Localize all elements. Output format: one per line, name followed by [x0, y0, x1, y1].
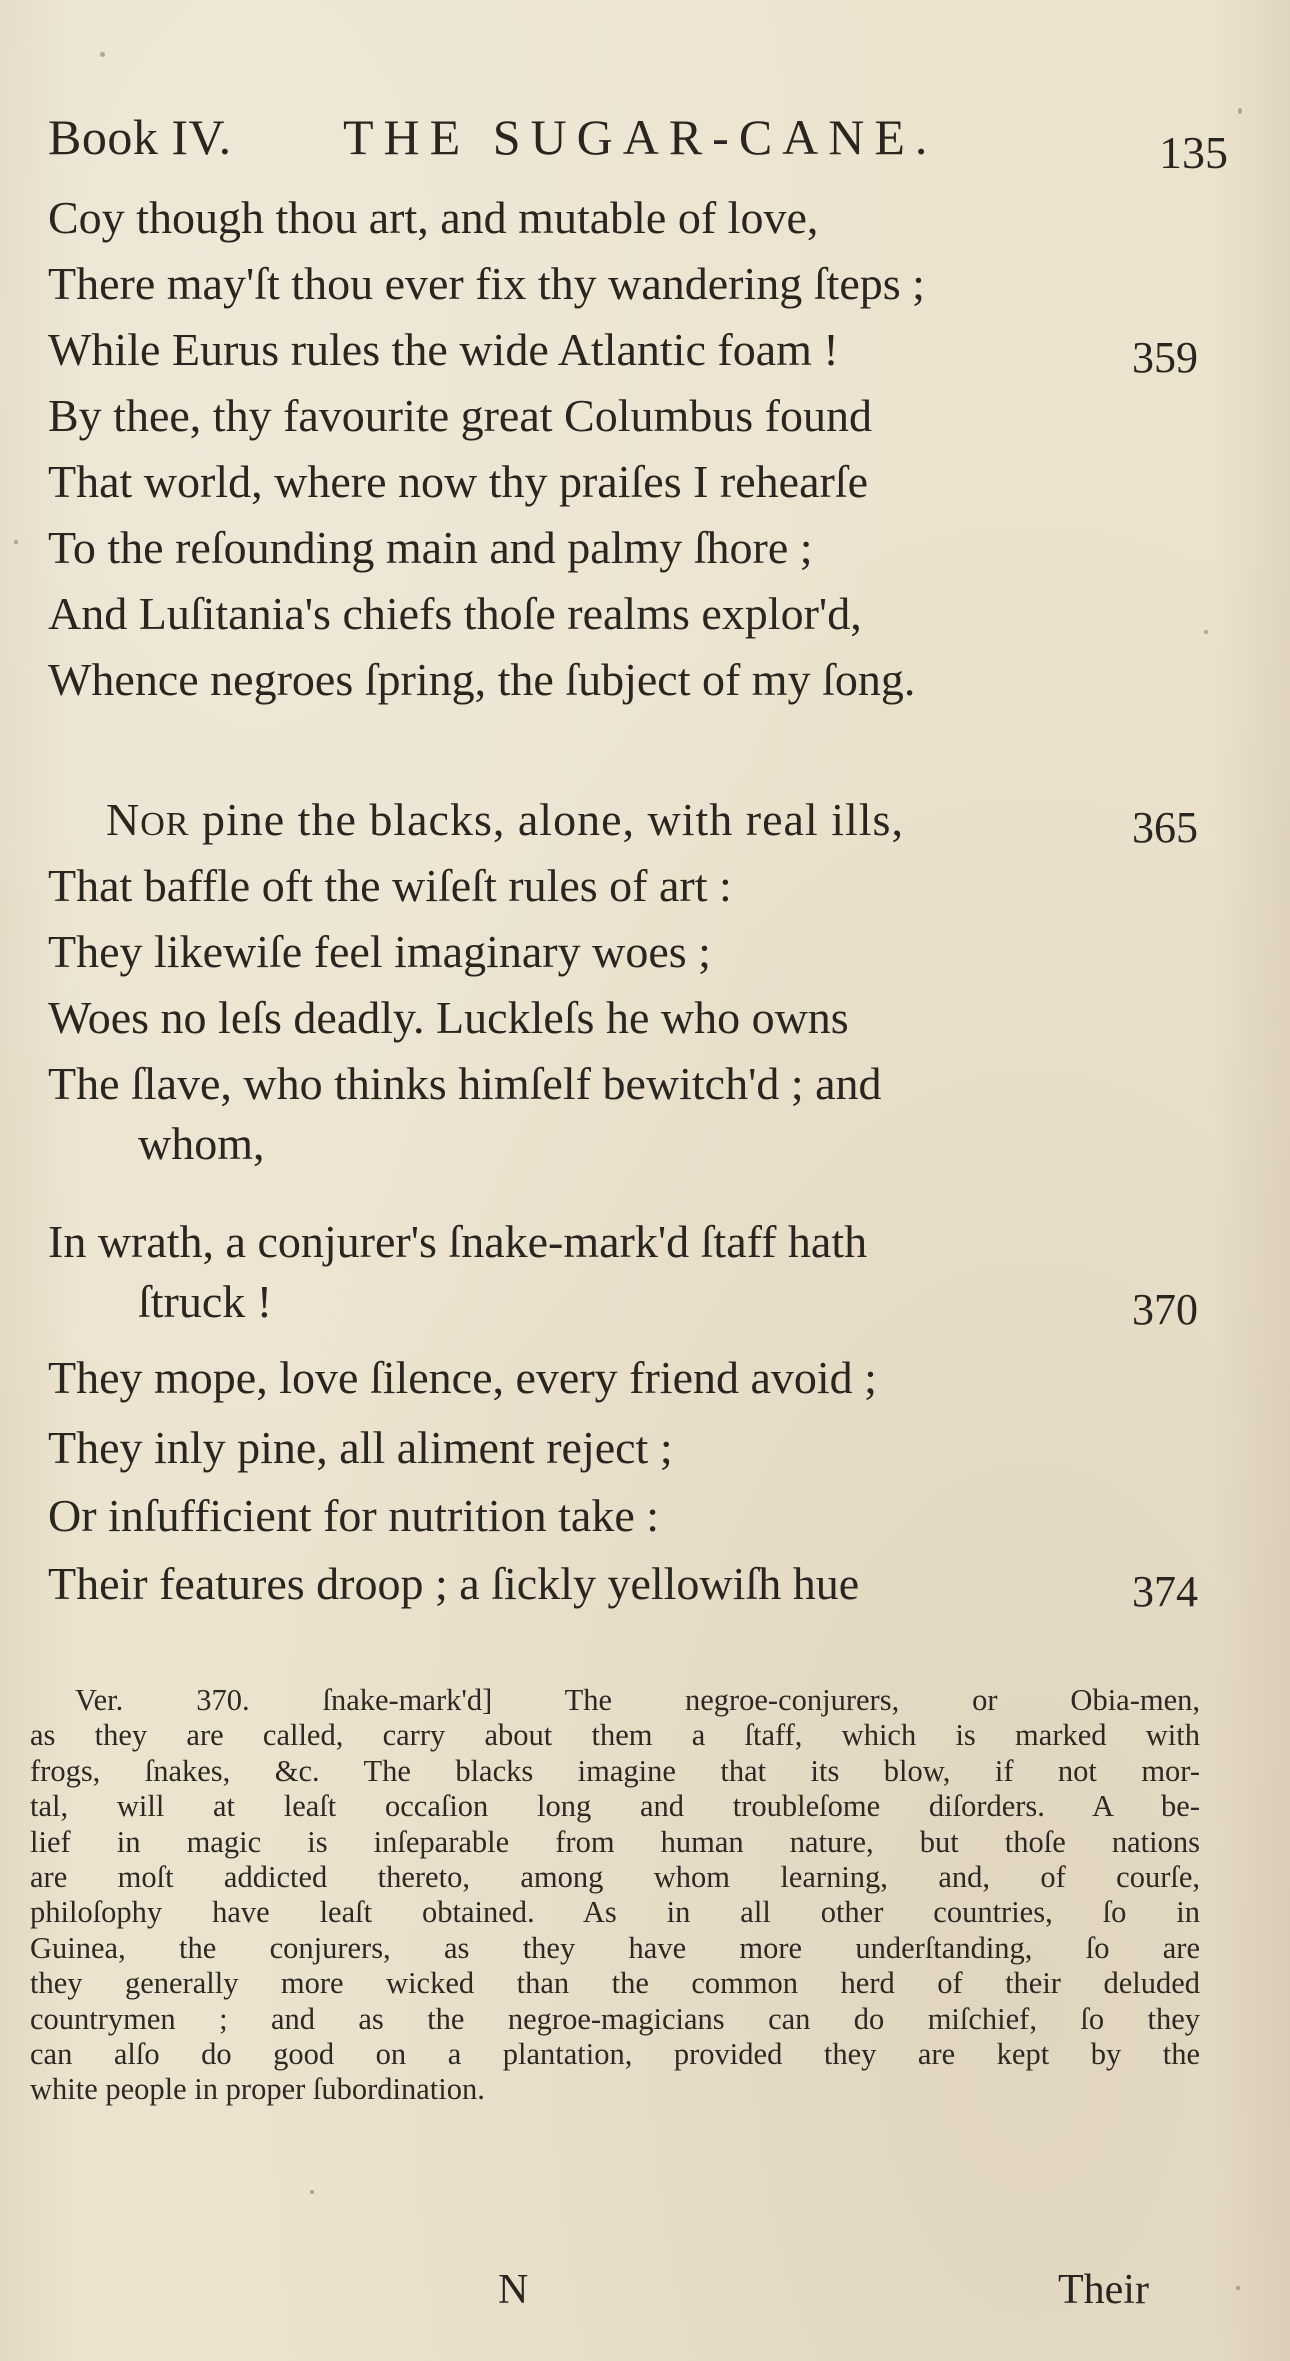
verse-line-text: They inly pine, all aliment reject ; — [48, 1422, 673, 1473]
verse-line-text: That baffle oft the wiſeſt rules of art : — [48, 860, 732, 911]
verse-line-text: They likewiſe feel imaginary woes ; — [48, 926, 711, 977]
signature-mark: N — [498, 2267, 529, 2313]
footnote-line: they generally more wicked than the common herd of their deluded — [30, 1966, 1200, 2001]
verse-line-text — [106, 790, 904, 855]
footnote-line: lief in magic is inſeparable from human nature, but thoſe nations — [30, 1824, 1200, 1859]
footnote-line: Ver. 370. ſnake-mark'd] The negroe-conjurers, or Obia-men, — [75, 1683, 1200, 1717]
verse-line-text: To the reſounding main and palmy ſhore ; — [48, 522, 813, 573]
verse-line-text: ſtruck ! — [138, 1276, 273, 1327]
footnote-line: are moſt addicted thereto, among whom learning, and, of courſe, — [30, 1860, 1200, 1895]
verse-line-text: And Luſitania's chiefs thoſe realms explor'd, — [48, 588, 862, 639]
footnote-line: frogs, ſnakes, &c. The blacks imagine that its blow, if not mor- — [30, 1753, 1200, 1788]
speck — [14, 540, 18, 544]
running-head-title: THE SUGAR-CANE. — [343, 109, 938, 165]
speck — [1238, 108, 1242, 114]
running-head — [48, 102, 1228, 178]
verse-line-text: whom, — [138, 1118, 265, 1169]
speck — [310, 2190, 314, 2194]
catchword: Their — [1058, 2267, 1149, 2313]
verse-line-text: The ſlave, who thinks himſelf bewitch'd ; and — [48, 1058, 882, 1109]
verse-line-text: Whence negroes ſpring, the ſubject of my ſong. — [48, 654, 916, 705]
footnote-line: Guinea, the conjurers, as they have more underſtanding, ſo are — [30, 1930, 1200, 1965]
verse-line-text: That world, where now thy praiſes I rehearſe — [48, 456, 869, 507]
verse-line-text: In wrath, a conjurer's ſnake-mark'd ſtaff hath — [48, 1216, 868, 1267]
verse-line-text: While Eurus rules the wide Atlantic foam ! — [48, 324, 839, 375]
footnote-line: tal, will at leaſt occaſion long and troubleſome diſorders. A be- — [30, 1789, 1200, 1824]
running-head-book: Book IV. — [48, 109, 232, 165]
line-number: 359 — [1132, 333, 1198, 382]
footnote-line: philoſophy have leaſt obtained. As in all other countries, ſo in — [30, 1895, 1200, 1930]
footnote-line: as they are called, carry about them a ſtaff, which is marked with — [30, 1718, 1200, 1753]
lead-initial: N — [106, 794, 141, 845]
lead-smallcaps: OR — [140, 806, 190, 843]
line-number: 365 — [1132, 803, 1198, 852]
footnote-line: white people in proper ſubordination. — [30, 2072, 485, 2107]
speck — [1236, 2286, 1240, 2290]
line-number: 374 — [1132, 1567, 1198, 1616]
speck — [1204, 630, 1208, 634]
verse-line-text: By thee, thy favourite great Columbus found — [48, 390, 873, 441]
footnote — [30, 1683, 1200, 2108]
verse-line-text: Or inſufficient for nutrition take : — [48, 1490, 660, 1541]
verse-line-text: Their features droop ; a ſickly yellowiſh hue — [48, 1558, 860, 1609]
verse-line-text: There may'ſt thou ever fix thy wandering ſteps ; — [48, 258, 925, 309]
verse-line-text: They mope, love ſilence, every friend avoid ; — [48, 1352, 877, 1403]
footnote-line: can alſo do good on a plantation, provided they are kept by the — [30, 2037, 1200, 2072]
lead-line-remainder: pine the blacks, alone, with real ills, — [189, 794, 904, 845]
page-number: 135 — [1159, 127, 1228, 178]
footnote-line: countrymen ; and as the negroe-magicians can do miſchief, ſo they — [30, 2001, 1200, 2036]
verse-line-text: Coy though thou art, and mutable of love, — [48, 192, 819, 243]
speck — [100, 52, 105, 57]
line-number: 370 — [1132, 1285, 1198, 1334]
verse-line-text: Woes no leſs deadly. Luckleſs he who owns — [48, 992, 849, 1043]
